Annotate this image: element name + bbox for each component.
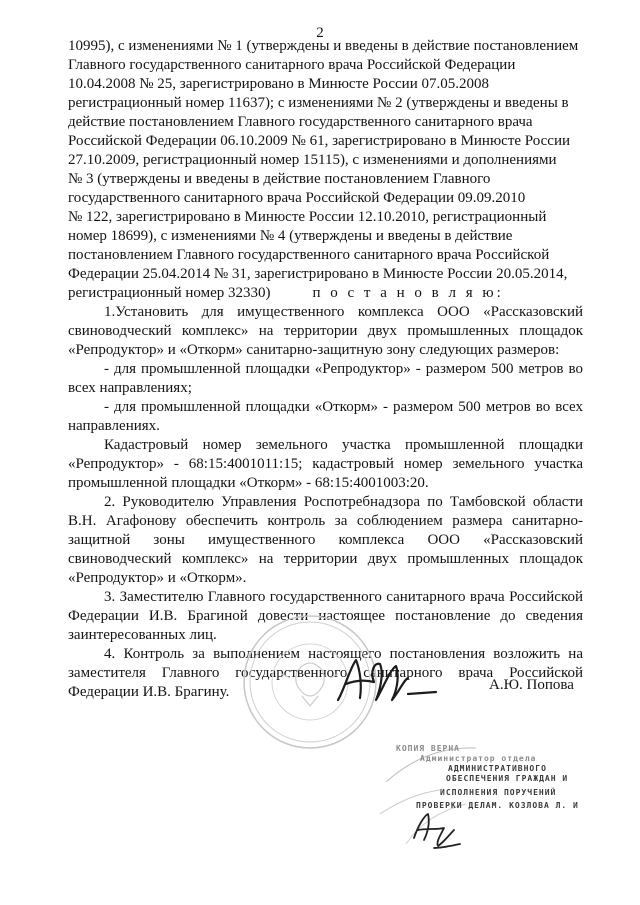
document-body bbox=[68, 37, 583, 702]
signature bbox=[330, 650, 440, 710]
stamp-line: ПРОВЕРКИ ДЕЛАМ. КОЗЛОВА Л. И bbox=[416, 801, 579, 810]
intro-line: регистрационный номер 11637); с изменениями № 2 (утверждены и введены в bbox=[68, 95, 569, 111]
intro-line: № 3 (утверждены и введены в действие постановлением Главного bbox=[68, 171, 491, 187]
intro-line: постановлением Главного государственного санитарного врача Российской bbox=[68, 247, 550, 263]
intro-line: Российской Федерации 06.10.2009 № 61, зарегистрировано в Минюсте России bbox=[68, 133, 571, 149]
bullet-reproduktor: - для промышленной площадки «Репродуктор» - размером 500 метров во всех направлениях; bbox=[68, 361, 583, 396]
item-4: 4. Контроль за выполнением настоящего постановления возложить на заместителя Главного государственного санитарного врача Российской Федерации И.В. Брагину. bbox=[68, 646, 583, 700]
copy-certification-stamp bbox=[376, 742, 579, 850]
stamp-line: АДМИНИСТРАТИВНОГО bbox=[448, 764, 547, 773]
item-3: 3. Заместителю Главного государственного санитарного врача Российской Федерации И.В. Брагиной довести настоящее постановление до сведения заинтересованных лиц. bbox=[68, 589, 583, 643]
stamp-line: ОБЕСПЕЧЕНИЯ ГРАЖДАН И bbox=[446, 774, 569, 783]
signer-name: А.Ю. Попова bbox=[489, 677, 574, 693]
decree-word: п о с т а н о в л я ю: bbox=[312, 285, 504, 301]
intro-last-line bbox=[68, 284, 583, 303]
intro-line: № 122, зарегистрировано в Минюсте России 12.10.2010, регистрационный bbox=[68, 209, 547, 225]
intro-line: номер 18699), с изменениями № 4 (утверждены и введены в действие bbox=[68, 228, 513, 244]
intro-line: 10995), с изменениями № 1 (утверждены и введены в действие постановлением bbox=[68, 38, 579, 54]
cadastral-numbers: Кадастровый номер земельного участка промышленной площадки «Репродуктор» - 68:15:4001011:15; кадастровый номер земельного участка промышленной площадки «Откорм» - 68:15:4001003:20. bbox=[68, 437, 583, 491]
intro-line: 10.04.2008 № 25, зарегистрировано в Минюсте России 07.05.2008 bbox=[68, 76, 489, 92]
stamp-line: ИСПОЛНЕНИЯ ПОРУЧЕНИЙ bbox=[440, 788, 557, 797]
certification-signature bbox=[408, 808, 464, 852]
intro-line: государственного санитарного врача Российской Федерации 09.09.2010 bbox=[68, 190, 526, 206]
intro-line: Главного государственного санитарного врача Российской Федерации bbox=[68, 57, 516, 73]
stamp-line: Администратор отдела bbox=[420, 754, 537, 763]
registration-number-text: регистрационный номер 32330) bbox=[68, 285, 271, 301]
page-number: 2 bbox=[316, 25, 324, 41]
item-2: 2. Руководителю Управления Роспотребнадзора по Тамбовской области В.Н. Агафонову обеспечить контроль за соблюдением размера санитарно-защитной зоны имущественного комплекса ООО «Рассказовский свиноводческий комплекс» на территории двух промышленных площадок «Репродуктор» и «Откорм». bbox=[68, 494, 583, 586]
intro-line: действие постановлением Главного государственного санитарного врача bbox=[68, 114, 533, 130]
bullet-otkorm: - для промышленной площадки «Откорм» - размером 500 метров во всех направлениях. bbox=[68, 399, 583, 434]
intro-line: Федерации 25.04.2014 № 31, зарегистрировано в Минюсте России 20.05.2014, bbox=[68, 266, 568, 282]
stamp-line: КОПИЯ ВЕРНА bbox=[396, 744, 460, 753]
item-1: 1.Установить для имущественного комплекса ООО «Рассказовский свиноводческий комплекс» на территории двух промышленных площадок «Репродуктор» и «Откорм» санитарно-защитную зону следующих размеров: bbox=[68, 304, 583, 358]
intro-line: 27.10.2009, регистрационный номер 15115), с изменениями и дополнениями bbox=[68, 152, 557, 168]
